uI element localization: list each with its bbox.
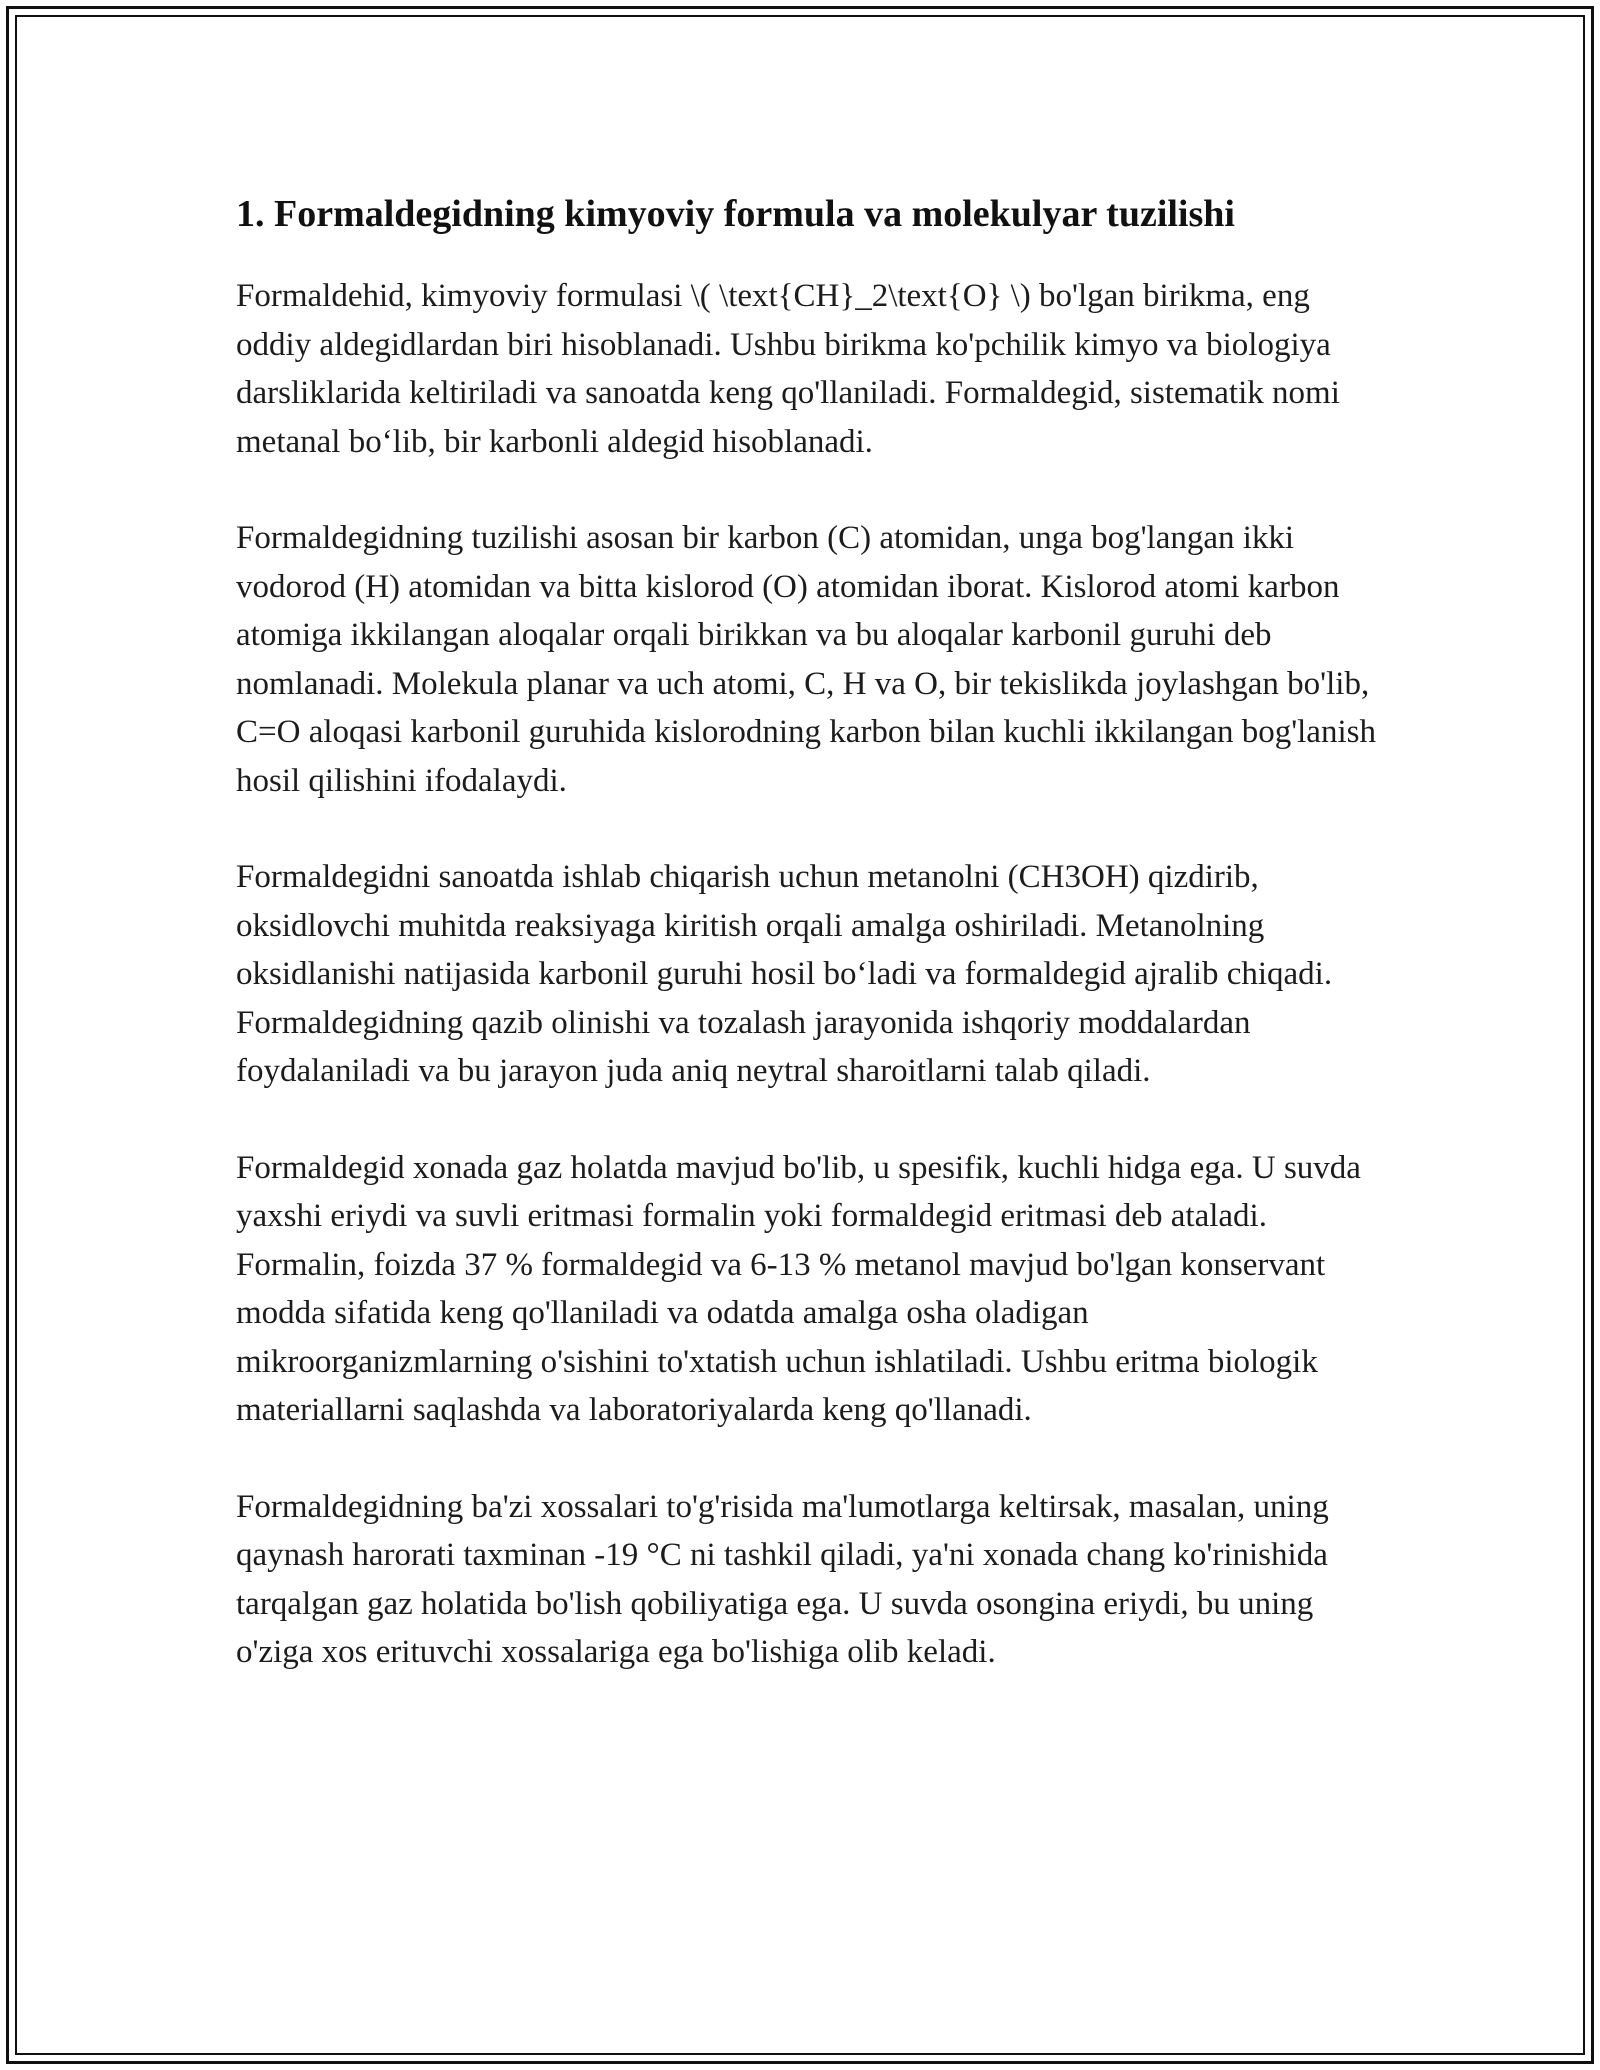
section-heading: 1. Formaldegidning kimyoviy formula va molekulyar tuzilishi (236, 193, 1235, 235)
paragraph-production: Formaldegidni sanoatda ishlab chiqarish uchun metanolni (CH3OH) qizdirib, oksidlovchi muhitda reaksiyaga kiritish orqali amalga oshiriladi. Metanolning oksidlanishi natijasida karbonil guruhi hosil bo‘ladi va formaldegid ajralib chiqadi. Formaldegidning qazib olinishi va tozalash jarayonida ishqoriy moddalardan foydalaniladi va bu jarayon juda aniq neytral sharoitlarni talab qiladi. (236, 859, 1333, 1089)
paragraph-formalin: Formaldegid xonada gaz holatda mavjud bo'lib, u spesifik, kuchli hidga ega. U suvda yaxshi eriydi va suvli eritmasi formalin yoki formaldegid eritmasi deb ataladi. Formalin, foizda 37 % formaldegid va 6-13 % metanol mavjud bo'lgan konservant modda sifatida keng qo'llaniladi va odatda amalga osha oladigan mikroorganizmlarning o'sishini to'xtatish uchun ishlatiladi. Ushbu eritma biologik materiallarni saqlashda va laboratoriyalarda keng qo'llanadi. (236, 1149, 1361, 1428)
paragraph-structure: Formaldegidning tuzilishi asosan bir karbon (C) atomidan, unga bog'langan ikki vodorod (H) atomidan va bitta kislorod (O) atomidan iborat. Kislorod atomi karbon atomiga ikkilangan aloqalar orqali birikkan va bu aloqalar karbonil guruhi deb nomlanadi. Molekula planar va uch atomi, C, H va O, bir tekislikda joylashgan bo'lib, C=O aloqasi karbonil guruhida kislorodning karbon bilan kuchli ikkilangan bog'lanish hosil qilishini ifodalaydi. (236, 520, 1376, 799)
document-body (236, 190, 1376, 1725)
paragraph-formula-intro: Formaldehid, kimyoviy formulasi \( \text{CH}_2\text{O} \) bo'lgan birikma, eng oddiy aldegidlardan biri hisoblanadi. Ushbu birikma ko'pchilik kimyo va biologiya darsliklarida keltiriladi va sanoatda keng qo'llaniladi. Formaldegid, sistematik nomi metanal bo‘lib, bir karbonli aldegid hisoblanadi. (236, 278, 1340, 460)
paragraph-properties: Formaldegidning ba'zi xossalari to'g'risida ma'lumotlarga keltirsak, masalan, uning qaynash harorati taxminan -19 °C ni tashkil qiladi, ya'ni xonada chang ko'rinishida tarqalgan gaz holatida bo'lish qobiliyatiga ega. U suvda osongina eriydi, bu uning o'ziga xos erituvchi xossalariga ega bo'lishiga olib keladi. (236, 1488, 1329, 1670)
